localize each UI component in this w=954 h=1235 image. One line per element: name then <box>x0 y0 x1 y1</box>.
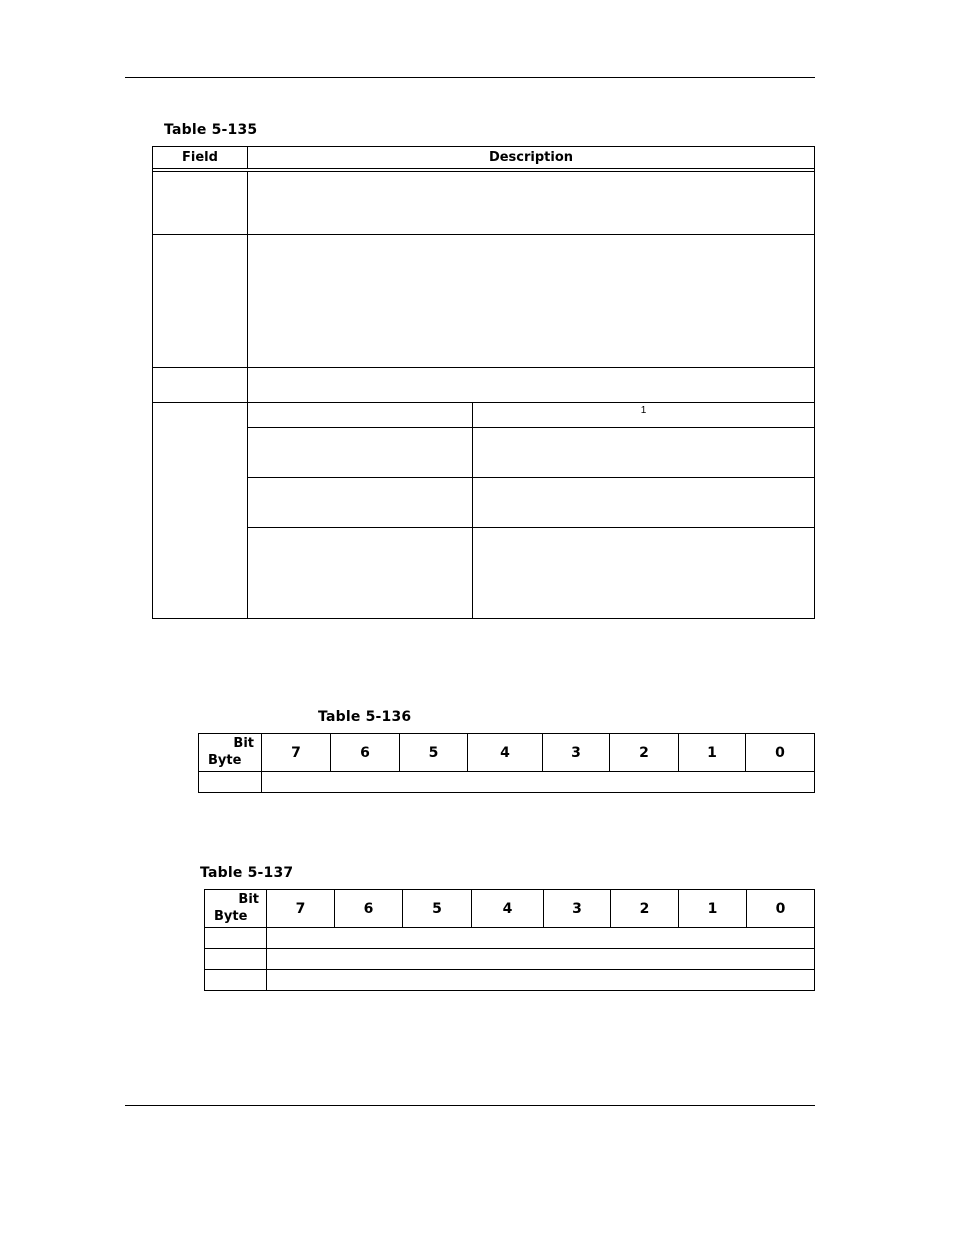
table-row <box>205 970 815 991</box>
bit-header: 3 <box>544 890 611 928</box>
table-row <box>205 949 815 970</box>
bit-header: 3 <box>543 734 610 772</box>
bit-header: 5 <box>403 890 472 928</box>
bit-header: 1 <box>679 734 746 772</box>
description-header: Description <box>248 147 815 169</box>
table-137-caption: Table 5-137 <box>200 865 294 881</box>
bit-header: 5 <box>400 734 468 772</box>
subtable-cell <box>473 478 815 528</box>
bit-header: 7 <box>267 890 335 928</box>
bit-byte-corner <box>205 890 267 928</box>
table-row <box>153 528 815 619</box>
bit-header: 0 <box>746 734 815 772</box>
bit-label: Bit <box>233 736 254 751</box>
table-row <box>205 928 815 949</box>
table-135-caption: Table 5-135 <box>164 122 258 138</box>
description-cell <box>248 235 815 368</box>
bit-header: 4 <box>468 734 543 772</box>
table-136 <box>198 733 815 793</box>
field-span-cell <box>267 970 815 991</box>
bit-header: 6 <box>331 734 400 772</box>
table-135 <box>152 146 815 619</box>
bit-header: 2 <box>610 734 679 772</box>
table-row <box>153 172 815 235</box>
bit-header: 6 <box>335 890 403 928</box>
table-row <box>199 772 815 793</box>
footer-rule <box>125 1105 815 1106</box>
table-row <box>153 235 815 368</box>
table-row <box>153 478 815 528</box>
subtable-cell <box>248 528 473 619</box>
bit-byte-corner <box>199 734 262 772</box>
subtable-cell <box>248 428 473 478</box>
field-cell <box>153 403 248 619</box>
bit-header: 0 <box>747 890 815 928</box>
subtable-cell <box>248 403 473 428</box>
header-rule <box>125 77 815 78</box>
bit-header: 7 <box>262 734 331 772</box>
subtable-cell <box>473 428 815 478</box>
subtable-cell <box>473 528 815 619</box>
field-cell <box>153 172 248 235</box>
bit-header: 2 <box>611 890 679 928</box>
description-cell <box>248 368 815 403</box>
byte-cell <box>205 970 267 991</box>
table-136-caption: Table 5-136 <box>318 709 412 725</box>
field-span-cell <box>267 949 815 970</box>
byte-cell <box>199 772 262 793</box>
field-span-cell <box>262 772 815 793</box>
table-row <box>153 368 815 403</box>
bit-label: Bit <box>238 892 259 907</box>
byte-label: Byte <box>214 909 248 924</box>
byte-label: Byte <box>208 753 242 768</box>
field-span-cell <box>267 928 815 949</box>
bit-header: 1 <box>679 890 747 928</box>
table-row <box>153 428 815 478</box>
byte-cell <box>205 928 267 949</box>
subtable-cell <box>248 478 473 528</box>
description-cell <box>248 172 815 235</box>
table-137 <box>204 889 815 991</box>
table-row <box>153 403 815 428</box>
field-cell <box>153 235 248 368</box>
footnote-mark: 1 <box>473 403 815 428</box>
byte-cell <box>205 949 267 970</box>
field-header: Field <box>153 147 248 169</box>
bit-header: 4 <box>472 890 544 928</box>
field-cell <box>153 368 248 403</box>
